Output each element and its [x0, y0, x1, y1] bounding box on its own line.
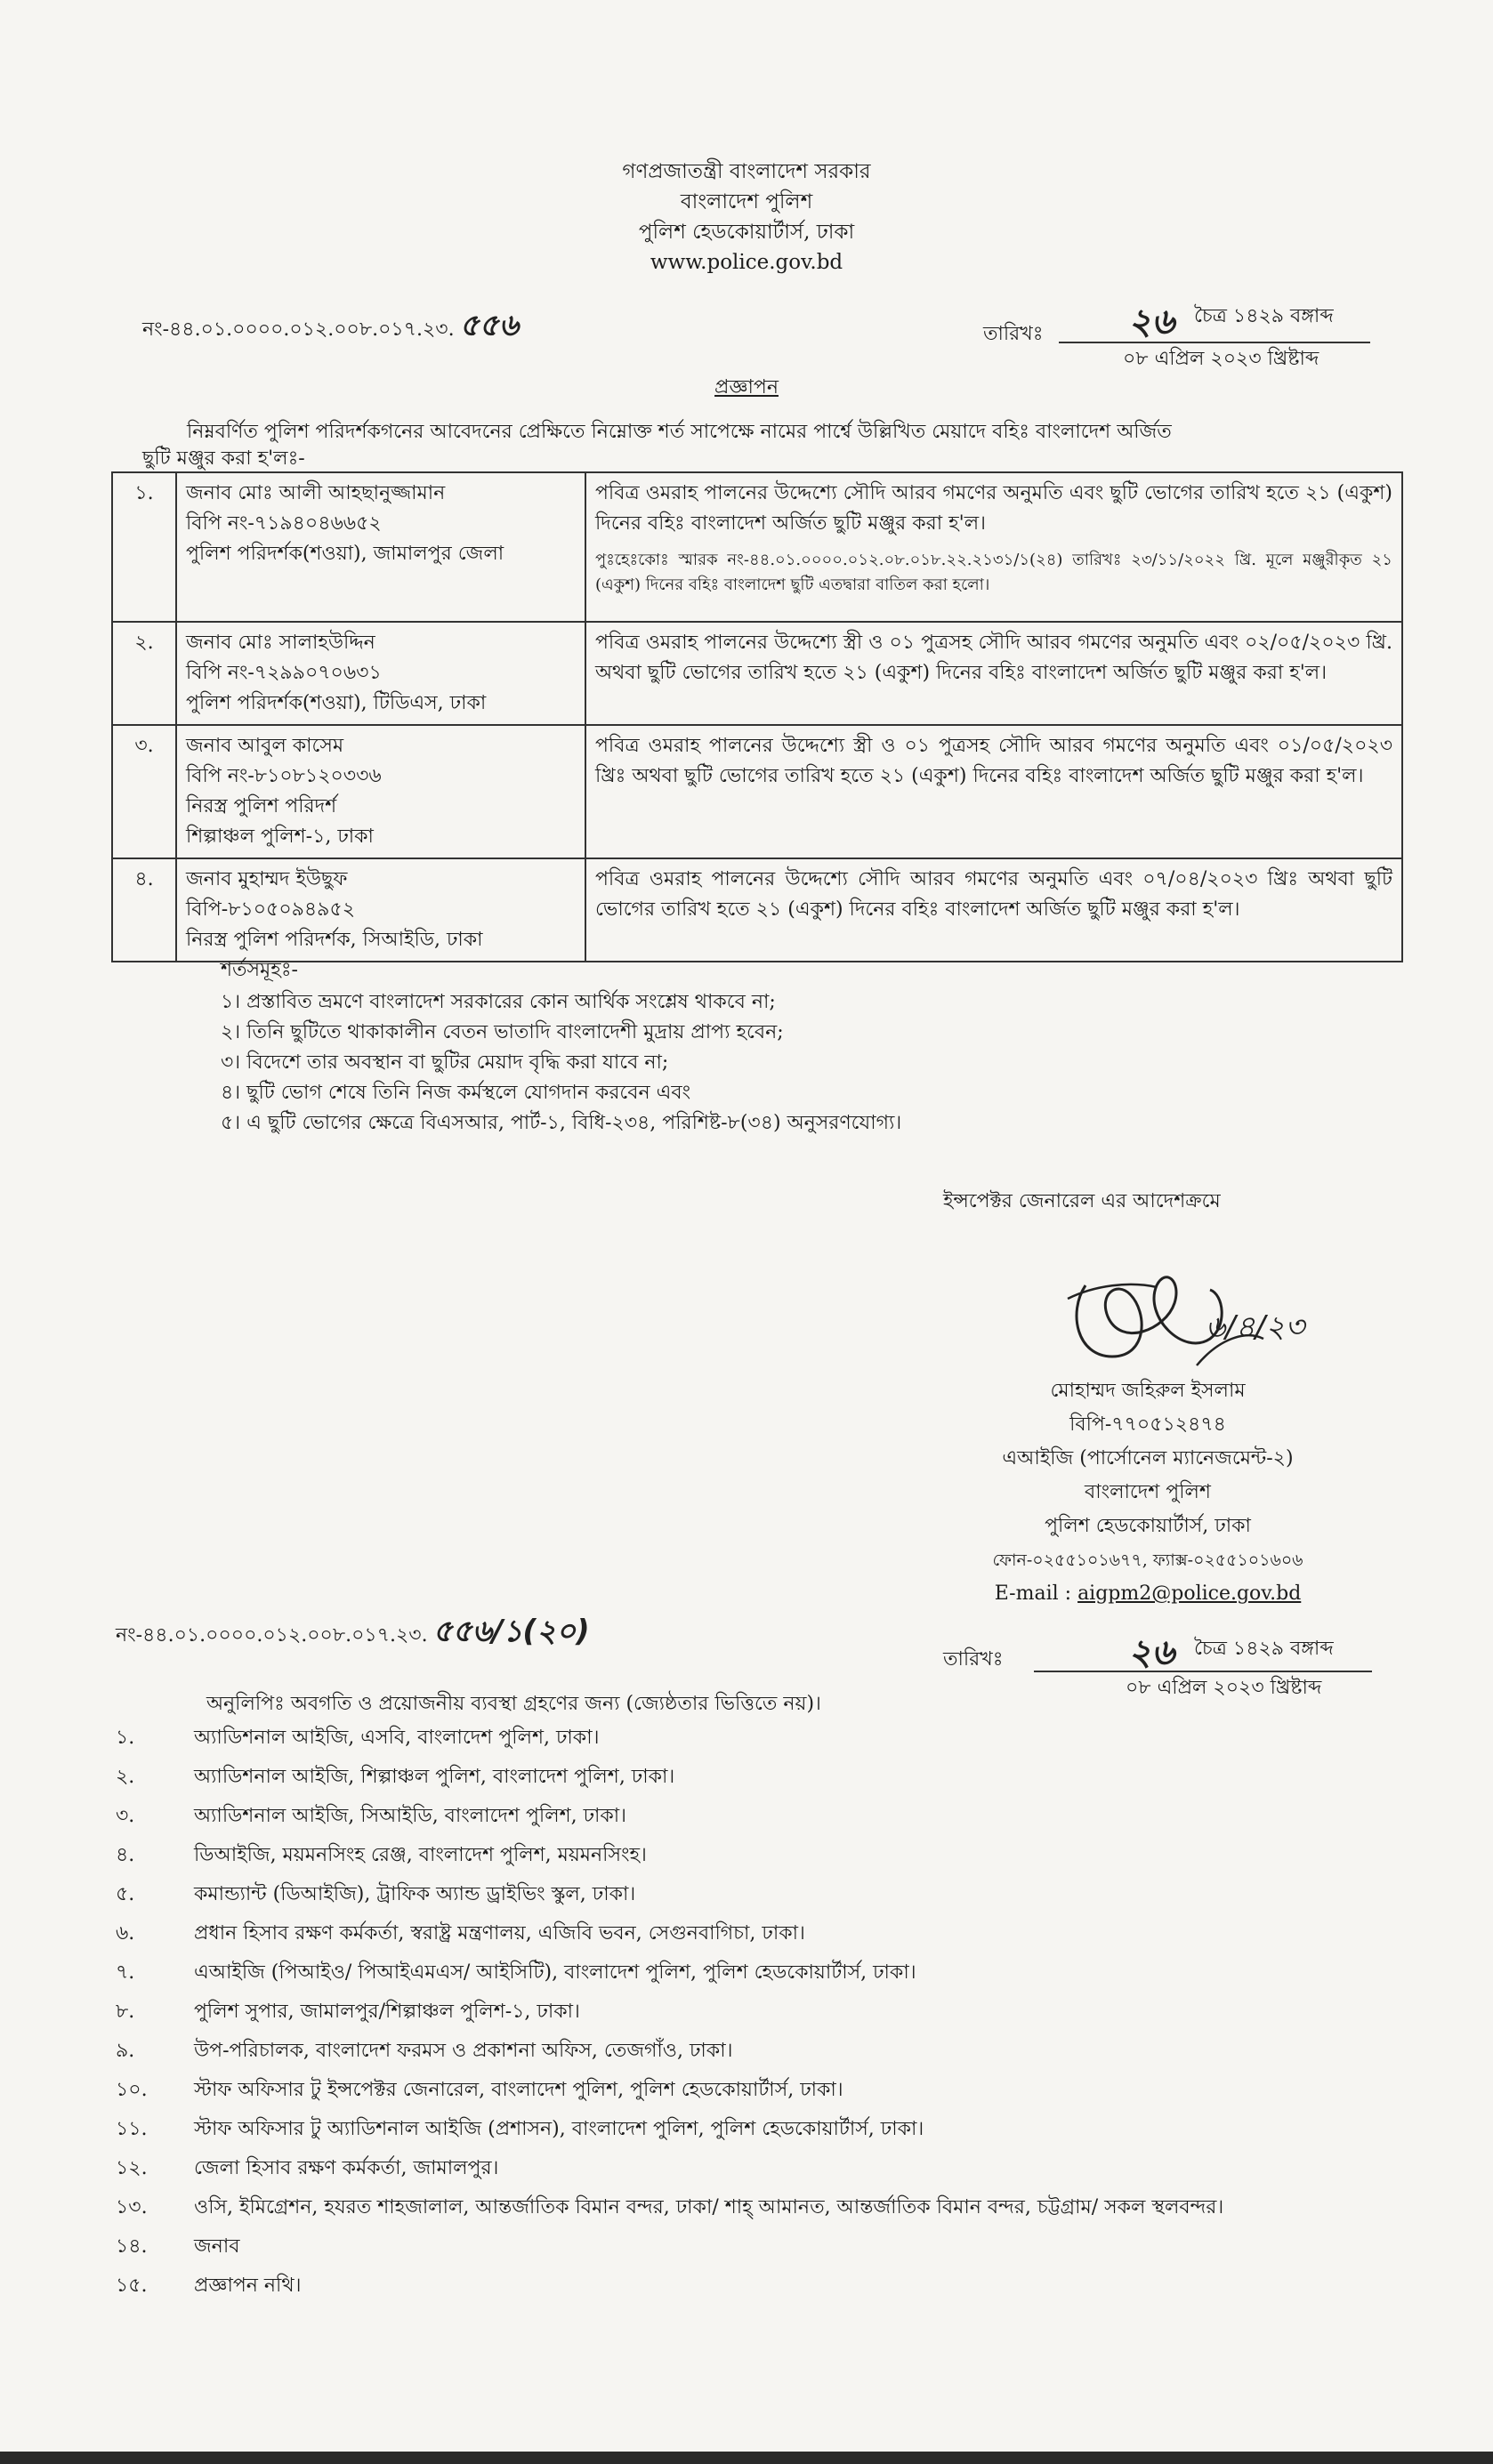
record-person	[176, 858, 585, 962]
record-serial: ৩.	[112, 725, 176, 858]
list-item: ১৪. জনাব	[116, 2235, 240, 2258]
record-bp: বিপি নং-৮১০৮১২০৩৩৬	[186, 765, 382, 787]
list-item: ১. অ্যাডিশনাল আইজি, এসবি, বাংলাদেশ পুলিশ, ঢাকা।	[116, 1727, 600, 1749]
memo-intro-line2: ছুটি মঞ্জুর করা হ'লঃ-	[142, 447, 305, 470]
table-row	[112, 725, 1402, 858]
record-name: জনাব মুহাম্মদ ইউছুফ	[186, 868, 348, 890]
record-note: পুঃহেঃকোঃ স্মারক নং-৪৪.০১.০০০০.০১২.০৮.০১৮.২২.২১৩১/১(২৪) তারিখঃ ২৩/১১/২০২২ খ্রি. মূলে মঞ্জুরীকৃত ২১ (একুশ) দিনের বহিঃ বাংলাদেশ ছুটি এতদ্বারা বাতিল করা হলো।	[595, 551, 1392, 594]
list-item: ৭. এআইজি (পিআইও/ পিআইএমএস/ আইসিটি), বাংলাদেশ পুলিশ, পুলিশ হেডকোয়ার্টার্স, ঢাকা।	[116, 1961, 916, 1984]
signatory-phone: ফোন-০২৫৫১০১৬৭৭, ফ্যাক্স-০২৫৫১০১৬০৬	[992, 1550, 1303, 1570]
record-person	[176, 725, 585, 858]
memo-date-day: ২৬	[1128, 302, 1175, 342]
record-name: জনাব মোঃ আলী আহছানুজ্জামান	[186, 482, 446, 504]
copy-ref-handwritten: ৫৫৬/১(২০)	[432, 1614, 590, 1649]
record-description: পবিত্র ওমরাহ পালনের উদ্দেশ্যে স্ত্রী ও ০১ পুত্রসহ সৌদি আরব গমণের অনুমতি এবং ০২/০৫/২০২৩ খ্রি. অথবা ছুটি ভোগের তারিখ হতে ২১ (একুশ) দিনের বহিঃ বাংলাদেশ অর্জিত ছুটি মঞ্জুর করা হ'ল।	[585, 622, 1402, 725]
signatory-designation: এআইজি (পার্সোনেল ম্যানেজমেন্ট-২)	[1002, 1447, 1294, 1470]
order-line: ইন্সপেক্টর জেনারেল এর আদেশক্রমে	[943, 1190, 1221, 1212]
copy-intro: অনুলিপিঃ অবগতি ও প্রয়োজনীয় ব্যবস্থা গ্রহণের জন্য (জ্যেষ্ঠতার ভিত্তিতে নয়)।	[206, 1693, 821, 1715]
record-post-2: শিল্পাঞ্চল পুলিশ-১, ঢাকা	[186, 825, 374, 848]
record-name: জনাব আবুল কাসেম	[186, 735, 344, 757]
list-item: ৮. পুলিশ সুপার, জামালপুর/শিল্পাঞ্চল পুলিশ-১, ঢাকা।	[116, 2001, 580, 2023]
copy-date-english: ০৮ এপ্রিল ২০২৩ খ্রিষ্টাব্দ	[1126, 1677, 1322, 1699]
record-bp: বিপি নং-৭১৯৪০৪৬৬৫২	[186, 512, 382, 535]
date-divider	[1059, 342, 1370, 343]
copy-date-divider	[1034, 1671, 1372, 1672]
header-govt: গণপ্রজাতন্ত্রী বাংলাদেশ সরকার	[622, 160, 871, 183]
header-police: বাংলাদেশ পুলিশ	[680, 190, 813, 213]
memo-date-label: তারিখঃ	[983, 323, 1044, 345]
condition-item: ৩। বিদেশে তার অবস্থান বা ছুটির মেয়াদ বৃদ্ধি করা যাবে না;	[221, 1051, 669, 1074]
list-item: ৫. কমান্ড্যান্ট (ডিআইজি), ট্রাফিক অ্যান্ড ড্রাইভিং স্কুল, ঢাকা।	[116, 1883, 636, 1905]
table-row	[112, 472, 1402, 622]
condition-item: ১। প্রস্তাবিত ভ্রমণে বাংলাদেশ সরকারের কোন আর্থিক সংশ্লেষ থাকবে না;	[221, 991, 776, 1013]
signatory-name: মোহাম্মদ জহিরুল ইসলাম	[1050, 1380, 1246, 1402]
record-person	[176, 622, 585, 725]
copy-date-label: তারিখঃ	[943, 1648, 1004, 1671]
header-website: www.police.gov.bd	[650, 251, 843, 274]
signatory-email-line: E-mail : aigpm2@police.gov.bd	[994, 1582, 1302, 1605]
signatory-org: বাংলাদেশ পুলিশ	[1085, 1481, 1211, 1503]
record-description-cell	[585, 472, 1402, 622]
memo-ref-number: নং-৪৪.০১.০০০০.০১২.০০৮.০১৭.২৩. ৫৫৬	[142, 308, 519, 343]
memo-date-english: ০৮ এপ্রিল ২০২৩ খ্রিষ্টাব্দ	[1123, 348, 1319, 370]
record-serial: ২.	[112, 622, 176, 725]
signature-date: ৬/৪/২৩	[1206, 1309, 1305, 1345]
list-item: ১১. স্টাফ অফিসার টু অ্যাডিশনাল আইজি (প্রশাসন), বাংলাদেশ পুলিশ, পুলিশ হেডকোয়ার্টার্স, ঢাকা।	[116, 2118, 924, 2140]
record-serial: ৪.	[112, 858, 176, 962]
record-description: পবিত্র ওমরাহ পালনের উদ্দেশ্যে স্ত্রী ও ০১ পুত্রসহ সৌদি আরব গমণের অনুমতি এবং ০১/০৫/২০২৩ খ্রিঃ অথবা ছুটি ভোগের তারিখ হতে ২১ (একুশ) দিনের বহিঃ বাংলাদেশ অর্জিত ছুটি মঞ্জুর করা হ'ল।	[585, 725, 1402, 858]
memo-title: প্রজ্ঞাপন	[714, 376, 779, 399]
header-office: পুলিশ হেডকোয়ার্টার্স, ঢাকা	[638, 221, 855, 244]
record-post: নিরস্ত্র পুলিশ পরিদর্শ	[186, 795, 337, 817]
signatory-email-link[interactable]: aigpm2@police.gov.bd	[1077, 1582, 1302, 1605]
conditions-list	[221, 987, 901, 1139]
scan-edge	[0, 2452, 1493, 2464]
signatory-office: পুলিশ হেডকোয়ার্টার্স, ঢাকা	[1045, 1515, 1251, 1537]
copy-date-day: ২৬	[1128, 1632, 1175, 1673]
memo-intro-line1: নিম্নবর্ণিত পুলিশ পরিদর্শকগনের আবেদনের প্রেক্ষিতে নিম্নোক্ত শর্ত সাপেক্ষে নামের পার্শ্বে উল্লিখিত মেয়াদে বহিঃ বাংলাদেশ অর্জিত	[187, 421, 1172, 443]
copy-date-bangla: চৈত্র ১৪২৯ বঙ্গাব্দ	[1194, 1638, 1334, 1660]
table-row	[112, 622, 1402, 725]
record-name: জনাব মোঃ সালাহউদ্দিন	[186, 632, 375, 654]
copy-list	[116, 1719, 1223, 2306]
list-item: ১৫. প্রজ্ঞাপন নথি।	[116, 2275, 302, 2297]
condition-item: ২। তিনি ছুটিতে থাকাকালীন বেতন ভাতাদি বাংলাদেশী মুদ্রায় প্রাপ্য হবেন;	[221, 1021, 784, 1043]
condition-item: ৫। এ ছুটি ভোগের ক্ষেত্রে বিএসআর, পার্ট-১, বিধি-২৩৪, পরিশিষ্ট-৮(৩৪) অনুসরণযোগ্য।	[221, 1112, 902, 1134]
copy-ref-number: নং-৪৪.০১.০০০০.০১২.০০৮.০১৭.২৩. ৫৫৬/১(২০)	[116, 1614, 590, 1649]
list-item: ১২. জেলা হিসাব রক্ষণ কর্মকর্তা, জামালপুর।	[116, 2157, 499, 2179]
record-serial: ১.	[112, 472, 176, 622]
list-item: ৯. উপ-পরিচালক, বাংলাদেশ ফরমস ও প্রকাশনা অফিস, তেজগাঁও, ঢাকা।	[116, 2040, 733, 2062]
record-bp: বিপি নং-৭২৯৯০৭০৬৩১	[186, 662, 382, 684]
record-post: পুলিশ পরিদর্শক(শওয়া), জামালপুর জেলা	[186, 543, 504, 565]
list-item: ৪. ডিআইজি, ময়মনসিংহ রেঞ্জ, বাংলাদেশ পুলিশ, ময়মনসিংহ।	[116, 1844, 647, 1866]
list-item: ৬. প্রধান হিসাব রক্ষণ কর্মকর্তা, স্বরাষ্ট্র মন্ত্রণালয়, এজিবি ভবন, সেগুনবাগিচা, ঢাকা।	[116, 1922, 805, 1945]
record-bp: বিপি-৮১০৫০৯৪৯৫২	[186, 898, 356, 921]
condition-item: ৪। ছুটি ভোগ শেষে তিনি নিজ কর্মস্থলে যোগদান করবেন এবং	[221, 1082, 691, 1104]
memo-ref-handwritten: ৫৫৬	[459, 308, 519, 343]
record-description: পবিত্র ওমরাহ পালনের উদ্দেশ্যে সৌদি আরব গমণের অনুমতি এবং ০৭/০৪/২০২৩ খ্রিঃ অথবা ছুটি ভোগের তারিখ হতে ২১ (একুশ) দিনের বহিঃ বাংলাদেশ অর্জিত ছুটি মঞ্জুর করা হ'ল।	[585, 858, 1402, 962]
memo-date-bangla: চৈত্র ১৪২৯ বঙ্গাব্দ	[1194, 305, 1334, 327]
list-item: ১৩. ওসি, ইমিগ্রেশন, হযরত শাহজালাল, আন্তর্জাতিক বিমান বন্দর, ঢাকা/ শাহ্ আমানত, আন্তর্জাতিক বিমান বন্দর, চট্টগ্রাম/ সকল স্থলবন্দর।	[116, 2196, 1224, 2218]
list-item: ২. অ্যাডিশনাল আইজি, শিল্পাঞ্চল পুলিশ, বাংলাদেশ পুলিশ, ঢাকা।	[116, 1766, 675, 1788]
records-table	[111, 471, 1403, 962]
record-description: পবিত্র ওমরাহ পালনের উদ্দেশ্যে সৌদি আরব গমণের অনুমতি এবং ছুটি ভোগের তারিখ হতে ২১ (একুশ) দিনের বহিঃ বাংলাদেশ অর্জিত ছুটি মঞ্জুর করা হ'ল।	[595, 482, 1392, 535]
list-item: ৩. অ্যাডিশনাল আইজি, সিআইডি, বাংলাদেশ পুলিশ, ঢাকা।	[116, 1805, 627, 1827]
record-person	[176, 472, 585, 622]
record-post: পুলিশ পরিদর্শক(শওয়া), টিডিএস, ঢাকা	[186, 692, 487, 714]
signatory-block	[890, 1374, 1406, 1611]
table-row	[112, 858, 1402, 962]
conditions-heading: শর্তসমূহঃ-	[221, 959, 298, 981]
list-item: ১০. স্টাফ অফিসার টু ইন্সপেক্টর জেনারেল, বাংলাদেশ পুলিশ, পুলিশ হেডকোয়ার্টার্স, ঢাকা।	[116, 2079, 843, 2101]
record-post: নিরস্ত্র পুলিশ পরিদর্শক, সিআইডি, ঢাকা	[186, 929, 483, 951]
signature-image	[1032, 1232, 1326, 1383]
signatory-bp: বিপি-৭৭০৫১২৪৭৪	[1069, 1413, 1226, 1436]
